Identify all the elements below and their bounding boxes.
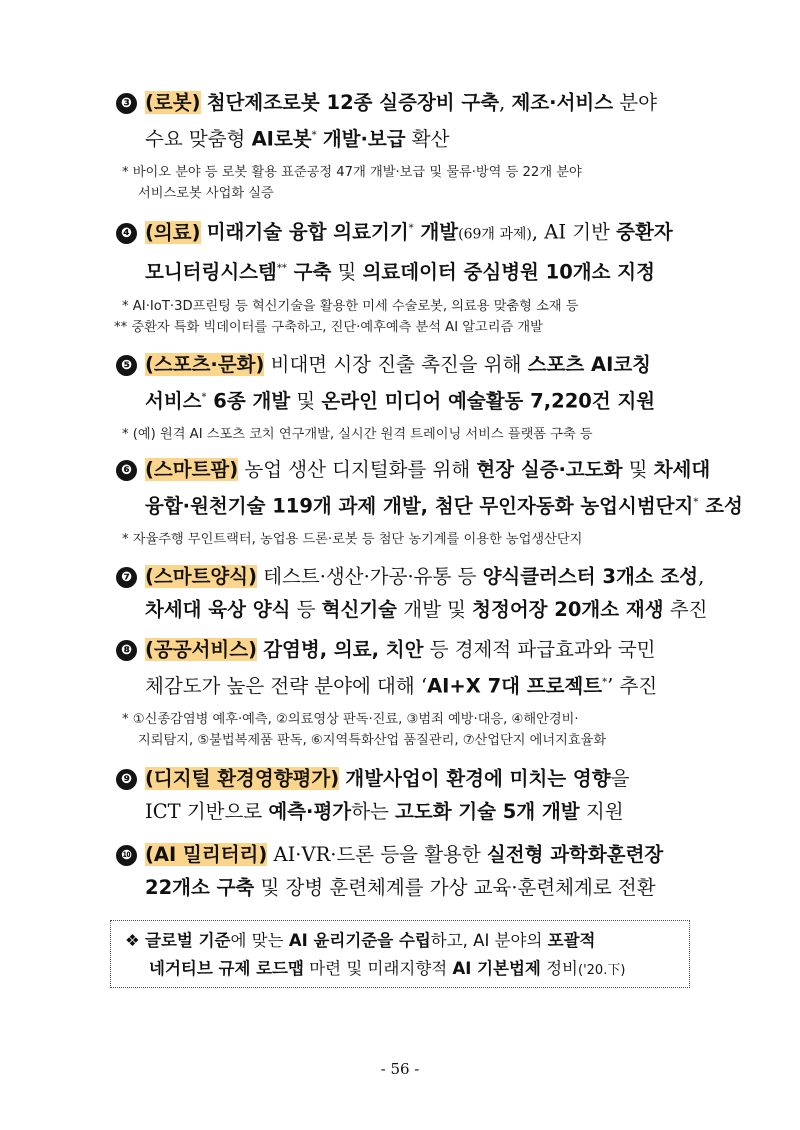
diamond-bullet-icon: ❖ bbox=[125, 931, 140, 950]
page-number: - 56 - bbox=[380, 1060, 420, 1078]
item-ai-military: ❿ (AI 밀리터리) AI·VR·드론 등을 활용한 실전형 과학화훈련장 22개소 구축 및 장병 훈련체계를 가상 교육·훈련체계로 전환 bbox=[116, 838, 706, 904]
number-badge: ❽ bbox=[116, 640, 137, 661]
category-tag: (스마트팜) bbox=[145, 458, 239, 481]
number-badge: ❹ bbox=[116, 223, 137, 244]
number-badge: ❺ bbox=[116, 355, 137, 376]
number-badge: ❼ bbox=[116, 567, 137, 588]
category-tag: (로봇) bbox=[145, 91, 201, 114]
category-tag: (의료) bbox=[145, 220, 201, 244]
number-badge: ❻ bbox=[116, 460, 137, 481]
category-tag: (스포츠·문화) bbox=[145, 353, 265, 376]
number-badge: ❾ bbox=[116, 769, 137, 790]
item-public-service: ❽ (공공서비스) 감염병, 의료, 치안 등 경제적 파급효과와 국민 체감도가 높은 전략 분야에 대해 ‘AI+X 7대 프로젝트*’ 추진 * ①신종감염병 예후·예측, ②의료영상 판독·진료, ③범죄 예방·대응, ④해안경비· 지뢰탐지, ⑤불법복제품 판독, ⑥지역특화산업 품질관리, ⑦산업단지 에너지효율화 bbox=[116, 633, 706, 751]
item-smart-farm: ❻ (스마트팜) 농업 생산 디지털화를 위해 현장 실증·고도화 및 차세대 융합·원천기술 119개 과제 개발, 첨단 무인자동화 농업시범단지* 조성 * 자율주행 무인트랙터, 농업용 드론·로봇 등 첨단 농기계를 이용한 농업생산단지 bbox=[116, 453, 706, 550]
category-tag: (AI 밀리터리) bbox=[145, 843, 268, 866]
summary-box: ❖ 글로벌 기준에 맞는 AI 윤리기준을 수립하고, AI 분야의 포괄적 네거티브 규제 로드맵 마련 및 미래지향적 AI 기본법제 정비('20.下) bbox=[110, 920, 690, 988]
number-badge: ❿ bbox=[116, 845, 137, 866]
footnote: * 자율주행 무인트랙터, 농업용 드론·로봇 등 첨단 농기계를 이용한 농업생산단지 bbox=[122, 531, 583, 547]
category-tag: (디지털 환경영향평가) bbox=[145, 767, 340, 790]
item-robot: ❸ (로봇) 첨단제조로봇 12종 실증장비 구축, 제조·서비스 분야 수요 맞춤형 AI로봇* 개발·보급 확산 * 바이오 분야 등 로봇 활용 표준공정 47개 개발·보급 및 물류·방역 등 22개 분야 서비스로봇 사업화 실증 bbox=[116, 86, 706, 204]
category-tag: (스마트양식) bbox=[145, 565, 258, 588]
number-badge: ❸ bbox=[116, 93, 137, 114]
item-medical: ❹ (의료) 미래기술 융합 의료기기* 개발(69개 과제), AI 기반 중환자 모니터링시스템** 구축 및 의료데이터 중심병원 10개소 지정 * AI·IoT·3D프린팅 등 혁신기술을 활용한 미세 수술로봇, 의료용 맞춤형 소재 등 ** 중환자 특화 빅데이터를 구축하고, 진단·예후예측 분석 AI 알고리즘 개발 bbox=[116, 212, 706, 338]
footnote: * 바이오 분야 등 로봇 활용 표준공정 47개 개발·보급 및 물류·방역 등 22개 분야 서비스로봇 사업화 실증 bbox=[122, 164, 582, 201]
item-digital-eia: ❾ (디지털 환경영향평가) 개발사업이 환경에 미치는 영향을 ICT 기반으로 예측·평가하는 고도화 기술 5개 개발 지원 bbox=[116, 762, 706, 828]
footnote: * (예) 원격 AI 스포츠 코치 연구개발, 실시간 원격 트레이닝 서비스 플랫폼 구축 등 bbox=[122, 426, 593, 442]
footnote: * ①신종감염병 예후·예측, ②의료영상 판독·진료, ③범죄 예방·대응, ④해안경비· 지뢰탐지, ⑤불법복제품 판독, ⑥지역특화산업 품질관리, ⑦산업단지 에너지효율화 bbox=[122, 711, 607, 748]
item-smart-aquaculture: ❼ (스마트양식) 테스트·생산·가공·유통 등 양식클러스터 3개소 조성, 차세대 육상 양식 등 혁신기술 개발 및 청정어장 20개소 재생 추진 bbox=[116, 560, 706, 626]
category-tag: (공공서비스) bbox=[145, 638, 258, 661]
footnote: * AI·IoT·3D프린팅 등 혁신기술을 활용한 미세 수술로봇, 의료용 맞춤형 소재 등 ** 중환자 특화 빅데이터를 구축하고, 진단·예후예측 분석 AI 알고리즘 개발 bbox=[114, 299, 579, 335]
item-sports-culture: ❺ (스포츠·문화) 비대면 시장 진출 촉진을 위해 스포츠 AI코칭 서비스* 6종 개발 및 온라인 미디어 예술활동 7,220건 지원 * (예) 원격 AI 스포츠 코치 연구개발, 실시간 원격 트레이닝 서비스 플랫폼 구축 등 bbox=[116, 348, 706, 445]
